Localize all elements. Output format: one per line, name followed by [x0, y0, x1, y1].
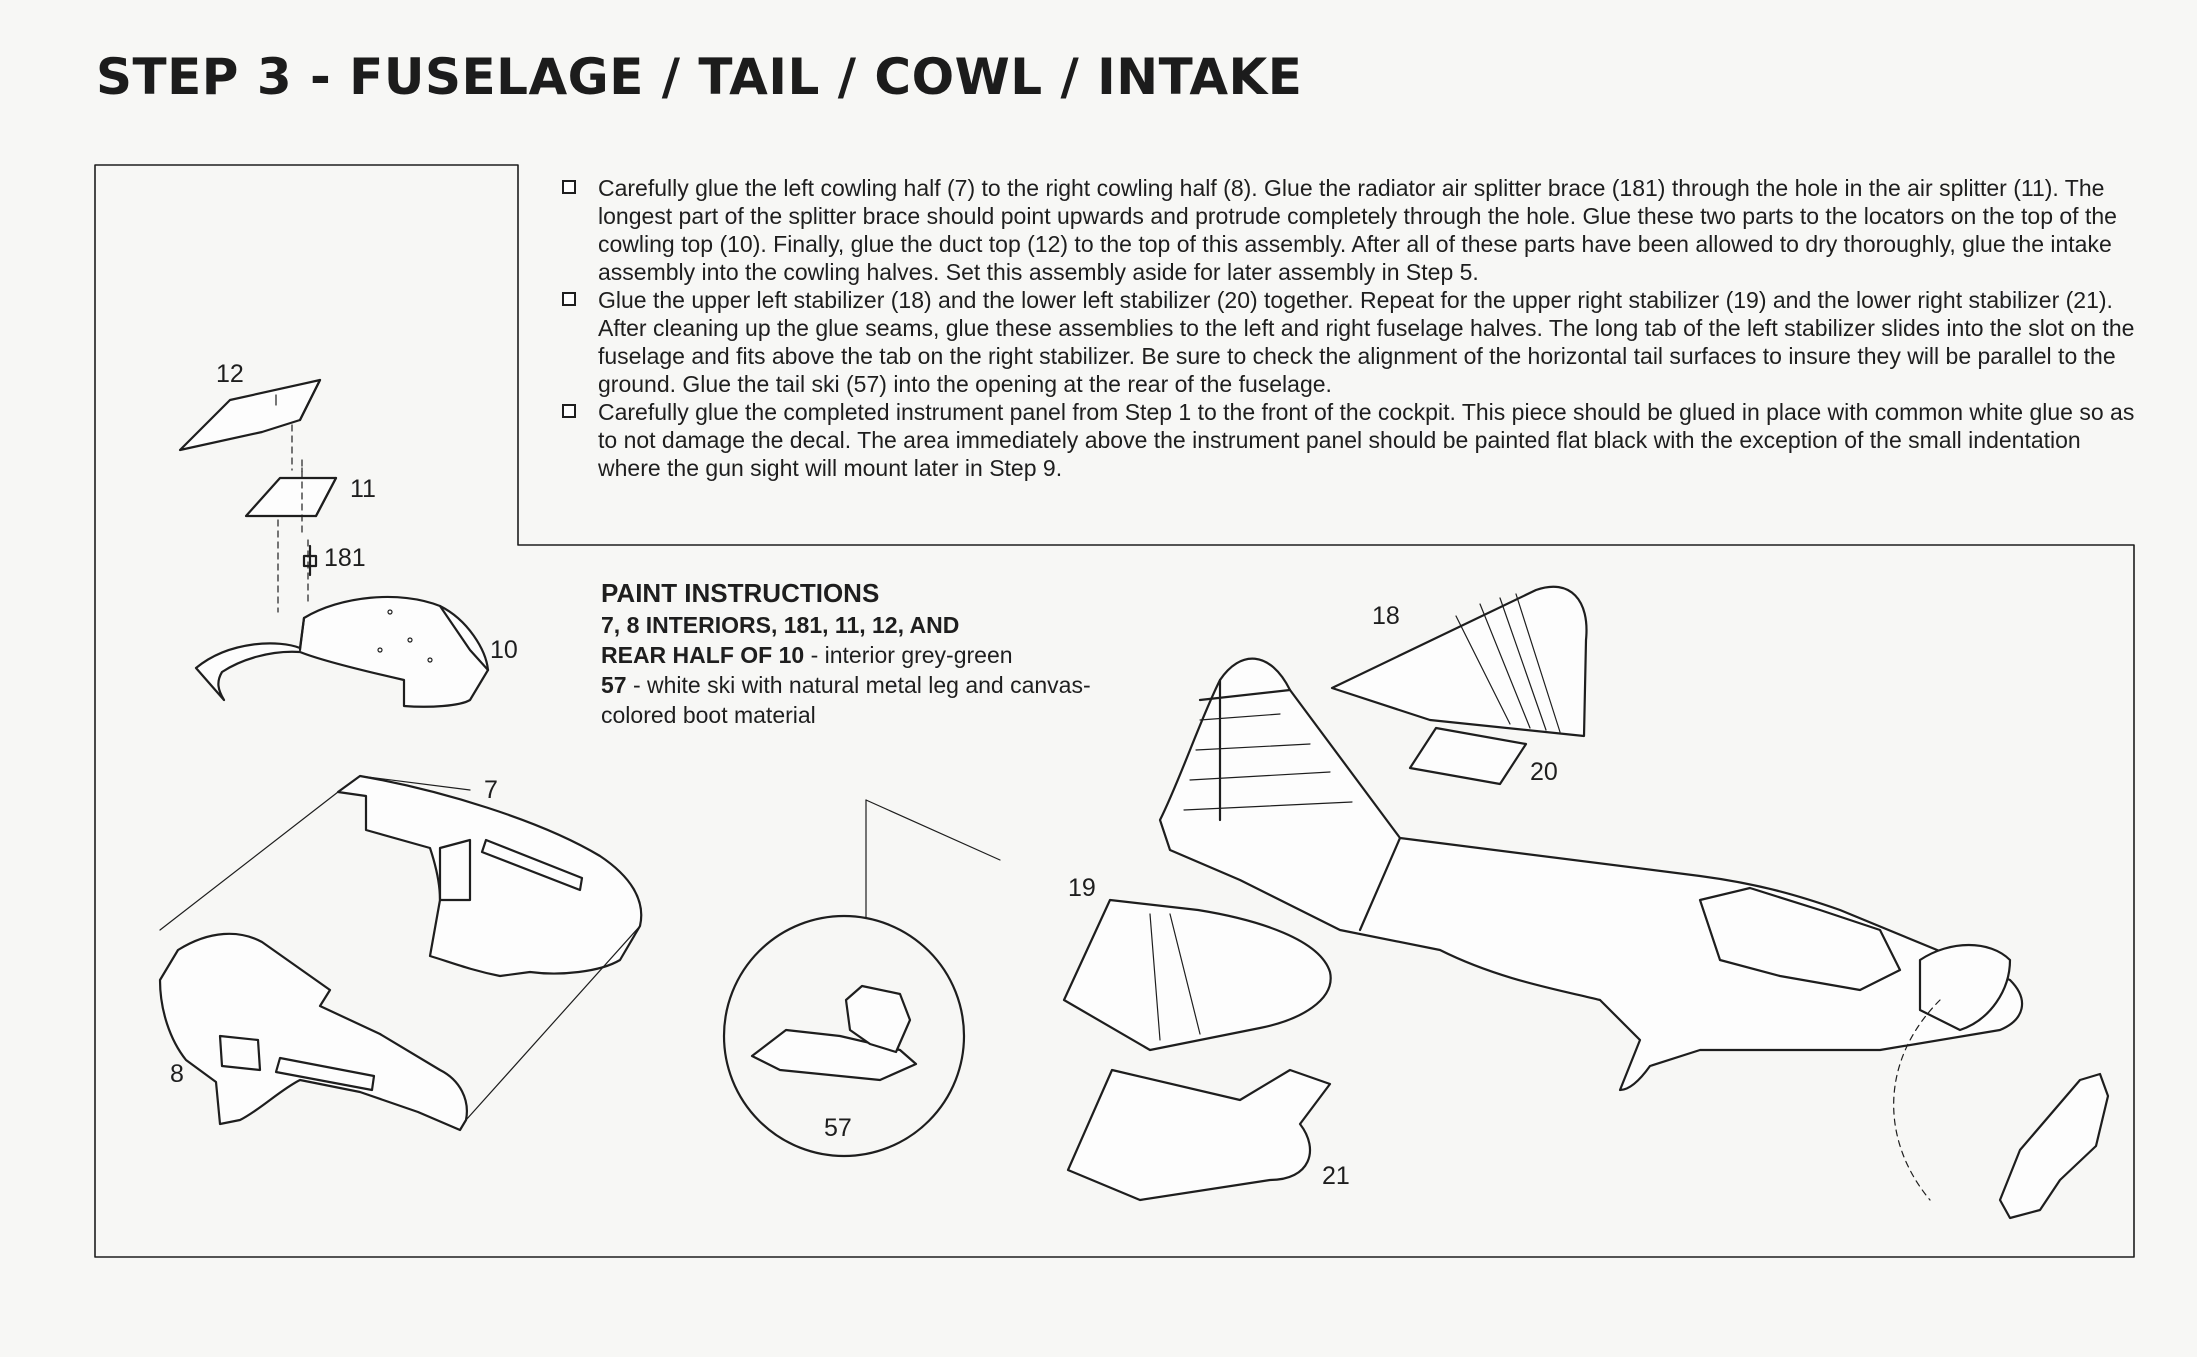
paint-line-3: 57 - white ski with natural metal leg and canvas-	[601, 672, 1091, 698]
paint-title: PAINT INSTRUCTIONS	[601, 578, 880, 608]
part-label-12: 12	[216, 360, 244, 388]
instruction-text: Glue the upper left stabilizer (18) and the lower left stabilizer (20) together. Repeat for the upper right stabilizer (19) and the lower right stabilizer (21). After cleaning up the glue seams, glue these assemblies to the left and right fuselage halves. The long tab of the left stabilizer slides into the slot on the fuselage and fits above the tab on the right stabilizer. Be sure to check the alignment of the horizontal tail surfaces to insure they will be parallel to the ground. Glue the tail ski (57) into the opening at the rear of the fuselage.	[598, 287, 2135, 397]
part-label-57: 57	[824, 1114, 852, 1142]
paint-line-2: REAR HALF OF 10 - interior grey-green	[601, 642, 1013, 668]
part-21-stabilizer	[1068, 1070, 1330, 1200]
part-label-181: 181	[324, 544, 366, 572]
part-label-10: 10	[490, 636, 518, 664]
part-label-18: 18	[1372, 602, 1400, 630]
part-label-7: 7	[484, 776, 498, 804]
instruction-text: Carefully glue the left cowling half (7) to the right cowling half (8). Glue the radiator air splitter brace (181) through the hole in the air splitter (11). The longest part of the splitter brace should point upwards and protrude completely through the hole. Glue these two parts to the locators on the top of the cowling top (10). Finally, glue the duct top (12) to the top of this assembly. After all of these parts have been allowed to dry thoroughly, glue the intake assembly into the cowling halves. Set this assembly aside for later assembly in Step 5.	[598, 175, 2117, 285]
part-12-duct-top	[180, 380, 320, 450]
part-label-20: 20	[1530, 758, 1558, 786]
part-19-stabilizer	[1064, 900, 1331, 1050]
part-57-tail-ski	[724, 800, 1000, 1156]
part-8-right-cowling	[160, 934, 467, 1130]
part-7-left-cowling	[338, 776, 641, 976]
part-10-cowling-top	[196, 597, 488, 707]
page-title: STEP 3 - FUSELAGE / TAIL / COWL / INTAKE	[96, 48, 1303, 106]
instruction-text: Carefully glue the completed instrument panel from Step 1 to the front of the cockpit. This piece should be glued in place with common white glue so as to not damage the decal. The area immediately above the instrument panel should be painted flat black with the exception of the small indentation where the gun sight will mount later in Step 9.	[598, 399, 2135, 481]
part-11-air-splitter	[246, 468, 336, 516]
part-label-11: 11	[350, 475, 376, 503]
paint-line-1: 7, 8 INTERIORS, 181, 11, 12, AND	[601, 612, 960, 638]
part-label-8: 8	[170, 1060, 184, 1088]
part-20-stabilizer-tab	[1410, 728, 1526, 784]
part-label-21: 21	[1322, 1162, 1350, 1190]
part-18-stabilizer	[1332, 587, 1587, 736]
fuselage	[1160, 659, 2022, 1090]
part-instrument-panel	[2000, 1074, 2108, 1218]
paint-line-4: colored boot material	[601, 702, 816, 728]
part-181-brace	[304, 546, 316, 575]
part-label-19: 19	[1068, 874, 1096, 902]
